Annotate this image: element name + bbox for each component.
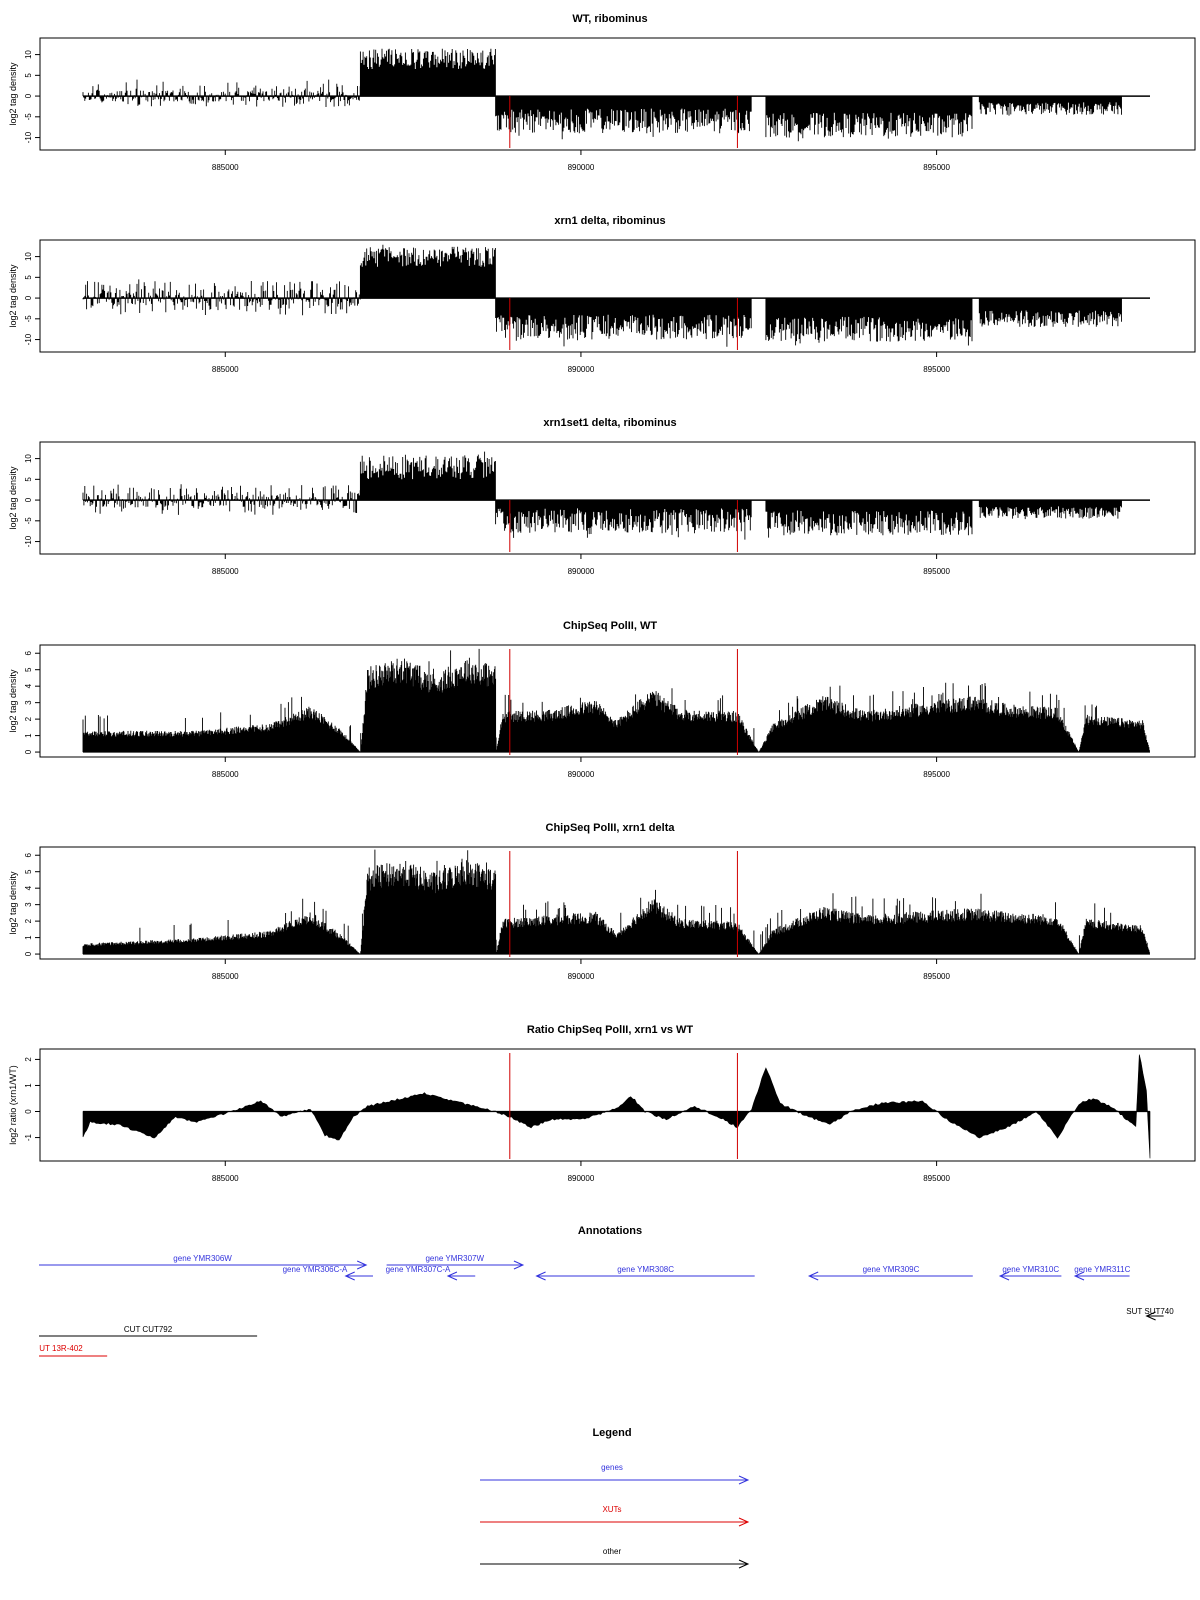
x-tick-label: 895000 [923,163,950,172]
panel-title: WT, ribominus [572,13,648,25]
annotations-title: Annotations [577,1225,643,1237]
annotation-label: gene YMR311C [1074,1265,1131,1274]
y-tick-label: -1 [24,1133,33,1142]
annotation-feature [39,1325,257,1336]
y-tick-label: 0 [24,93,33,99]
legend-entry-label: XUTs [602,1505,622,1514]
signal-bars [83,245,1122,347]
y-tick-label: 5 [24,73,33,78]
signal-bars [83,850,1149,955]
y-axis-label: log2 tag density [8,669,18,733]
series-data [83,850,1150,955]
plot-frame [40,1049,1195,1161]
legend-entry-label: genes [601,1463,623,1472]
x-tick-label: 885000 [211,1174,239,1183]
y-tick-label: 0 [24,295,33,301]
series-data [83,245,1150,347]
annotation-feature [39,1344,107,1356]
y-axis-label: log2 tag density [8,871,18,935]
annotation-label: gene YMR306W [173,1254,232,1263]
signal-bars [83,452,1122,540]
signal-bars [83,49,1122,142]
y-tick-label: 0 [24,749,33,755]
y-tick-label: 6 [24,853,33,858]
panel-2 [8,215,1195,374]
annotation-label: gene YMR309C [862,1265,920,1274]
annotation-feature [1074,1265,1130,1280]
annotations-track [39,1225,1174,1356]
annotation-label: SUT SUT740 [1126,1307,1174,1316]
y-tick-label: -10 [24,535,33,548]
annotation-feature [283,1265,373,1280]
x-tick-label: 890000 [567,972,595,981]
x-tick-label: 890000 [567,1174,595,1183]
x-tick-label: 895000 [923,972,950,981]
legend-entry [480,1505,748,1526]
y-tick-label: 2 [24,716,33,722]
annotation-label: CUT CUT792 [123,1325,173,1334]
y-tick-label: -5 [24,517,33,525]
signal-bars [83,649,1149,752]
series-data [83,649,1150,752]
y-tick-label: 3 [24,902,33,907]
y-tick-label: 0 [24,951,33,957]
x-tick-label: 895000 [923,1174,950,1183]
x-tick-label: 885000 [211,163,239,172]
annotation-label: gene YMR308C [617,1265,675,1274]
y-tick-label: 5 [24,667,33,672]
x-tick-label: 890000 [567,365,595,374]
y-tick-label: -10 [24,333,33,346]
panel-title: xrn1set1 delta, ribominus [543,417,677,429]
x-tick-label: 890000 [567,567,595,576]
y-tick-label: 0 [24,1109,33,1114]
annotation-label: gene YMR307W [425,1254,485,1263]
annotation-feature [1126,1307,1174,1320]
y-axis-label: log2 tag density [8,62,18,126]
y-tick-label: 4 [24,885,33,891]
legend-entry [480,1547,748,1568]
legend [480,1427,748,1568]
y-tick-label: 6 [24,651,33,656]
panel-title: ChipSeq PolII, WT [562,620,658,632]
legend-title: Legend [592,1427,632,1439]
x-tick-label: 890000 [567,770,595,779]
series-data [83,1055,1150,1159]
panel-title: xrn1 delta, ribominus [554,215,666,227]
plot-frame [40,442,1195,554]
panel-4 [8,620,1195,779]
annotation-label: gene YMR306C-A [282,1265,348,1274]
annotation-label: gene YMR307C-A [385,1265,451,1274]
x-tick-label: 885000 [211,567,239,576]
y-tick-label: 0 [24,497,33,503]
y-tick-label: -10 [24,131,33,144]
y-axis-label: log2 ratio (xrn1/WT) [8,1065,18,1145]
annotation-feature [537,1265,755,1280]
y-axis-label: log2 tag density [8,264,18,328]
panel-title: Ratio ChipSeq PolII, xrn1 vs WT [526,1024,694,1036]
y-axis-label: log2 tag density [8,466,18,530]
series-data [83,452,1150,540]
annotation-feature [1000,1265,1061,1280]
y-tick-label: 4 [24,683,33,689]
ratio-area [83,1055,1150,1159]
panel-1 [8,13,1195,172]
x-tick-label: 895000 [923,567,950,576]
annotation-feature [809,1265,973,1280]
plot-frame [40,240,1195,352]
y-tick-label: 2 [24,918,33,924]
panel-title: ChipSeq PolII, xrn1 delta [545,822,675,834]
series-data [83,49,1150,142]
annotation-label: gene YMR310C [1002,1265,1060,1274]
y-tick-label: 3 [24,700,33,705]
panel-3 [8,417,1195,576]
x-tick-label: 890000 [567,163,595,172]
x-tick-label: 885000 [211,365,239,374]
y-tick-label: 2 [24,1057,33,1062]
y-tick-label: 10 [24,454,33,464]
x-tick-label: 885000 [211,972,239,981]
y-tick-label: 5 [24,477,33,482]
y-tick-label: 1 [24,1083,33,1088]
y-tick-label: 1 [24,935,33,940]
legend-entry-label: other [602,1547,622,1556]
plot-frame [40,38,1195,150]
x-tick-label: 895000 [923,365,950,374]
panel-5 [8,822,1195,981]
legend-entry [480,1463,748,1484]
y-tick-label: 10 [24,252,33,262]
y-tick-label: 10 [24,50,33,60]
y-tick-label: 5 [24,275,33,280]
y-tick-label: 1 [24,733,33,738]
y-tick-label: -5 [24,315,33,323]
x-tick-label: 885000 [211,770,239,779]
y-tick-label: -5 [24,113,33,121]
panel-6 [8,1024,1195,1183]
x-tick-label: 895000 [923,770,950,779]
annotation-label: UT 13R-402 [39,1344,83,1353]
annotation-feature [386,1265,476,1280]
y-tick-label: 5 [24,869,33,874]
